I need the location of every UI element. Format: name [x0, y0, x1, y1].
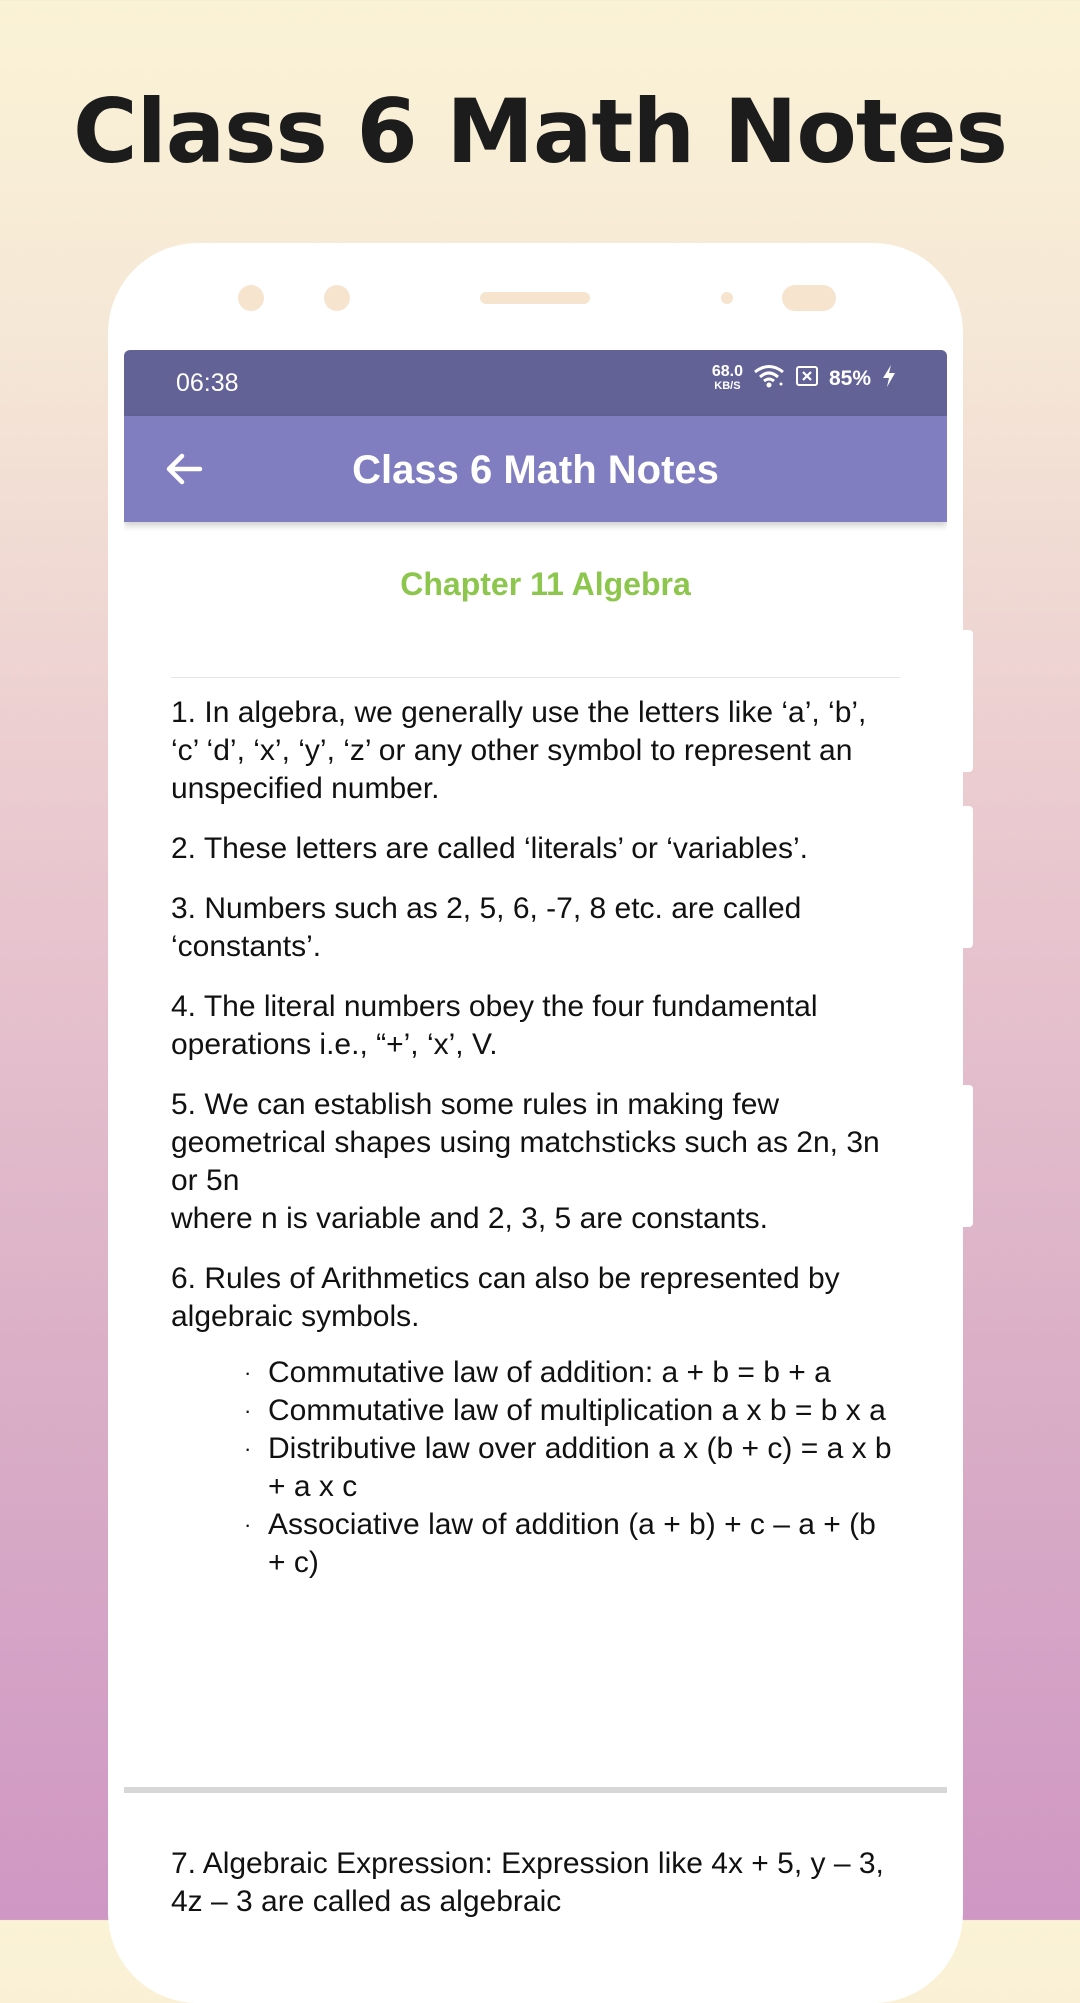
- bullet: ·: [244, 1512, 252, 1537]
- app-bar: [124, 416, 947, 522]
- list-item-text: Associative law of addition (a + b) + c – a + (b + c): [268, 1508, 876, 1579]
- promo-title: Class 6 Math Notes: [73, 80, 1007, 183]
- device-screen: [124, 350, 947, 2003]
- note-paragraph: 7. Algebraic Expression: Expression like 4x + 5, y – 3, 4z – 3 are called as algebraic: [171, 1847, 884, 1918]
- phone-side-button: [963, 806, 973, 948]
- proximity-sensor: [721, 292, 733, 304]
- list-item: [244, 1506, 901, 1582]
- list-item: [244, 1354, 901, 1392]
- notes-content: [124, 566, 947, 1582]
- list-item-text: Commutative law of addition: a + b = b + a: [268, 1356, 831, 1389]
- bullet: ·: [244, 1360, 252, 1385]
- phone-side-button: [963, 630, 973, 772]
- app-bar-title: Class 6 Math Notes: [352, 448, 719, 492]
- list-item: [244, 1392, 901, 1430]
- note-paragraph: 3. Numbers such as 2, 5, 6, -7, 8 etc. are called ‘constants’.: [171, 892, 802, 963]
- bullet: ·: [244, 1436, 252, 1461]
- note-paragraph: 6. Rules of Arithmetics can also be represented by algebraic symbols.: [171, 1262, 840, 1333]
- note-paragraph: 5. We can establish some rules in making few geometrical shapes using matchsticks such as 2n, 3n or 5n where n is variable and 2, 3, 5 are constants.: [171, 1088, 880, 1235]
- status-bar: [124, 350, 947, 416]
- status-icons: [712, 364, 897, 394]
- no-sim-icon: [795, 365, 819, 393]
- divider: [171, 677, 900, 678]
- rear-camera-pill: [782, 285, 836, 311]
- bullet: ·: [244, 1398, 252, 1423]
- note-paragraph: 1. In algebra, we generally use the letters like ‘a’, ‘b’, ‘c’ ‘d’, ‘x’, ‘y’, ‘z’ or any other symbol to represent an unspecified number.: [171, 696, 867, 805]
- network-speed-value: 68.0: [711, 363, 743, 380]
- laws-list: [244, 1354, 901, 1582]
- charging-bolt-icon: [881, 364, 897, 394]
- battery-percent: 85%: [828, 367, 871, 390]
- section-divider: [124, 1787, 947, 1793]
- note-paragraph: 2. These letters are called ‘literals’ or ‘variables’.: [171, 832, 808, 865]
- network-speed-unit: KB/S: [714, 380, 741, 392]
- note-paragraph: 4. The literal numbers obey the four fundamental operations i.e., “+’, ‘x’, V.: [171, 990, 818, 1061]
- list-item: [244, 1430, 901, 1506]
- front-sensor-dot: [238, 285, 264, 311]
- chapter-title: Chapter 11 Algebra: [400, 566, 691, 602]
- status-time: 06:38: [176, 369, 239, 397]
- network-speed: [712, 365, 743, 393]
- front-camera-dot: [324, 285, 350, 311]
- phone-frame: [108, 243, 963, 2003]
- list-item-text: Commutative law of multiplication a x b = b x a: [268, 1394, 886, 1427]
- wifi-icon: [753, 364, 785, 394]
- list-item-text: Distributive law over addition a x (b + c) = a x b + a x c: [268, 1432, 892, 1503]
- earpiece-speaker: [480, 292, 590, 304]
- phone-side-button: [963, 1085, 973, 1227]
